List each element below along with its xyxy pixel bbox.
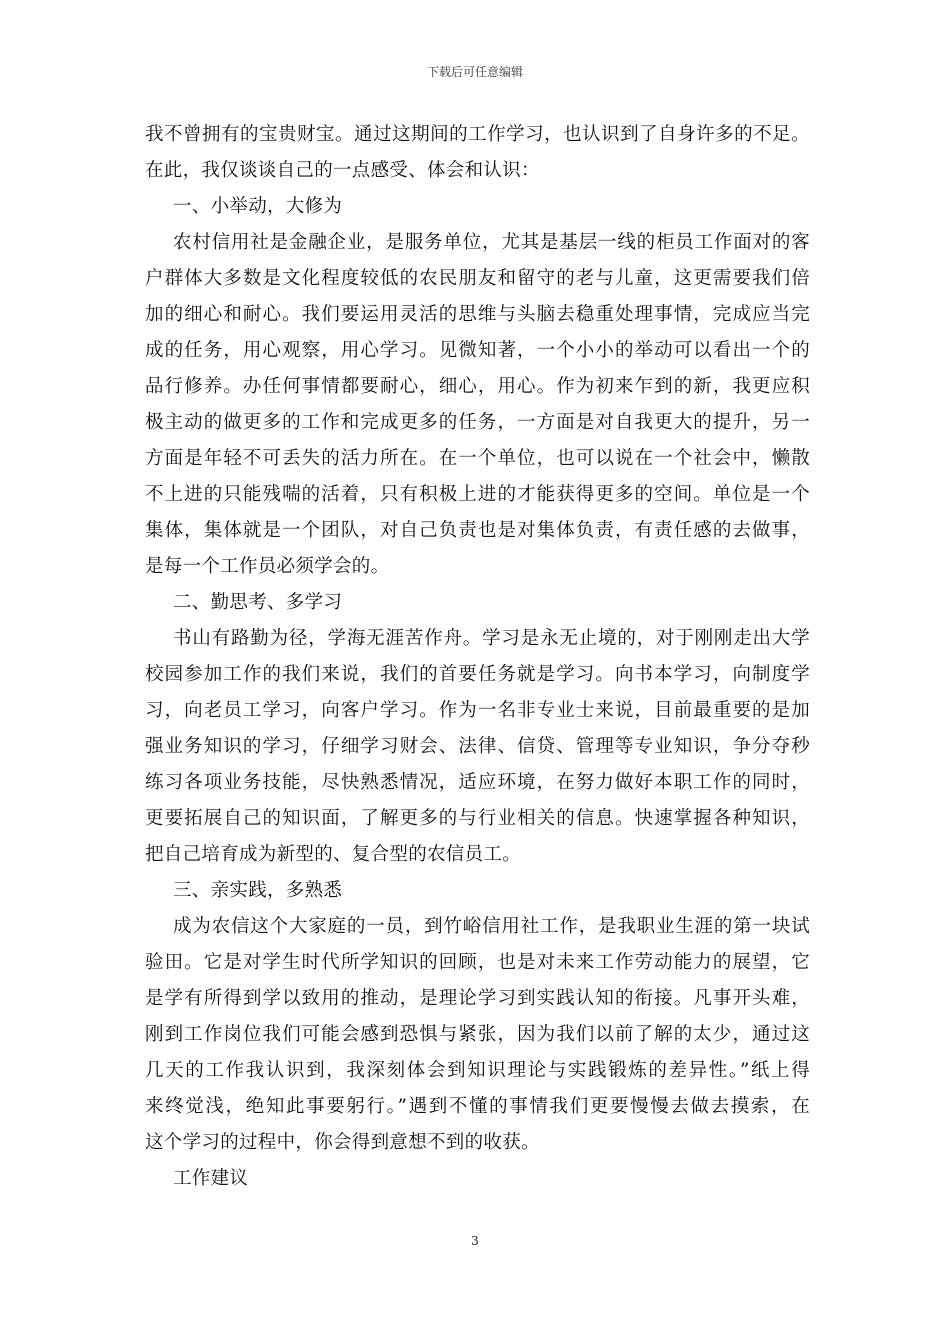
body-line: 强业务知识的学习，仔细学习财会、法律、信贷、管理等专业知识，争分夺秒	[145, 736, 810, 757]
section-heading: 二、勤思考、多学习	[173, 592, 343, 613]
body-line: 在此，我仅谈谈自己的一点感受、体会和认识：	[145, 160, 540, 181]
paragraph-first-line: 书山有路勤为径，学海无涯苦作舟。学习是永无止境的，对于刚刚走出大学	[173, 628, 810, 649]
body-line: 校园参加工作的我们来说，我们的首要任务就是学习。向书本学习，向制度学	[145, 664, 810, 685]
body-line: 把自己培育成为新型的、复合型的农信员工。	[145, 844, 522, 865]
body-line: 这个学习的过程中，你会得到意想不到的收获。	[145, 1132, 540, 1153]
paragraph-first-line: 成为农信这个大家庭的一员，到竹峪信用社工作，是我职业生涯的第一块试	[173, 916, 810, 937]
body-line: 品行修养。办任何事情都要耐心，细心，用心。作为初来乍到的新，我更应积	[145, 376, 810, 397]
body-line: 极主动的做更多的工作和完成更多的任务，一方面是对自我更大的提升，另一	[145, 412, 810, 433]
page-number: 3	[471, 1234, 479, 1248]
section-heading: 一、小举动，大修为	[173, 196, 343, 217]
body-line: 加的细心和耐心。我们要运用灵活的思维与头脑去稳重处理事情，完成应当完	[145, 304, 810, 325]
body-line: 几天的工作我认识到，我深刻体会到知识理论与实践锻炼的差异性。”纸上得	[145, 1060, 810, 1081]
body-line: 户群体大多数是文化程度较低的农民朋友和留守的老与儿童，这更需要我们倍	[145, 268, 810, 289]
document-body	[145, 117, 810, 1197]
paragraph-first-line: 农村信用社是金融企业，是服务单位，尤其是基层一线的柜员工作面对的客	[173, 232, 810, 253]
body-line: 习，向老员工学习，向客户学习。作为一名非专业士来说，目前最重要的是加	[145, 700, 810, 721]
body-line: 集体，集体就是一个团队，对自己负责也是对集体负责，有责任感的去做事，	[145, 520, 810, 541]
body-line: 更要拓展自己的知识面，了解更多的与行业相关的信息。快速掌握各种知识，	[145, 808, 810, 829]
section-heading: 工作建议	[173, 1168, 249, 1189]
section-heading: 三、亲实践，多熟悉	[173, 880, 343, 901]
body-line: 刚到工作岗位我们可能会感到恐惧与紧张，因为我们以前了解的太少，通过这	[145, 1024, 810, 1045]
body-line: 成的任务，用心观察，用心学习。见微知著，一个小小的举动可以看出一个的	[145, 340, 810, 361]
page-header: 下载后可任意编辑	[426, 65, 523, 79]
body-line: 不上进的只能残喘的活着，只有积极上进的才能获得更多的空间。单位是一个	[145, 484, 810, 505]
body-line: 来终觉浅，绝知此事要躬行。”遇到不懂的事情我们更要慢慢去做去摸索，在	[145, 1096, 810, 1117]
body-line: 方面是年轻不可丢失的活力所在。在一个单位，也可以说在一个社会中，懒散	[145, 448, 810, 469]
body-line: 我不曾拥有的宝贵财宝。通过这期间的工作学习，也认识到了自身许多的不足。	[145, 124, 810, 145]
body-line: 是学有所得到学以致用的推动，是理论学习到实践认知的衔接。凡事开头难，	[145, 988, 810, 1009]
body-line: 验田。它是对学生时代所学知识的回顾，也是对未来工作劳动能力的展望，它	[145, 952, 810, 973]
body-line: 练习各项业务技能，尽快熟悉情况，适应环境，在努力做好本职工作的同时，	[145, 772, 810, 793]
body-line: 是每一个工作员必须学会的。	[145, 556, 390, 577]
